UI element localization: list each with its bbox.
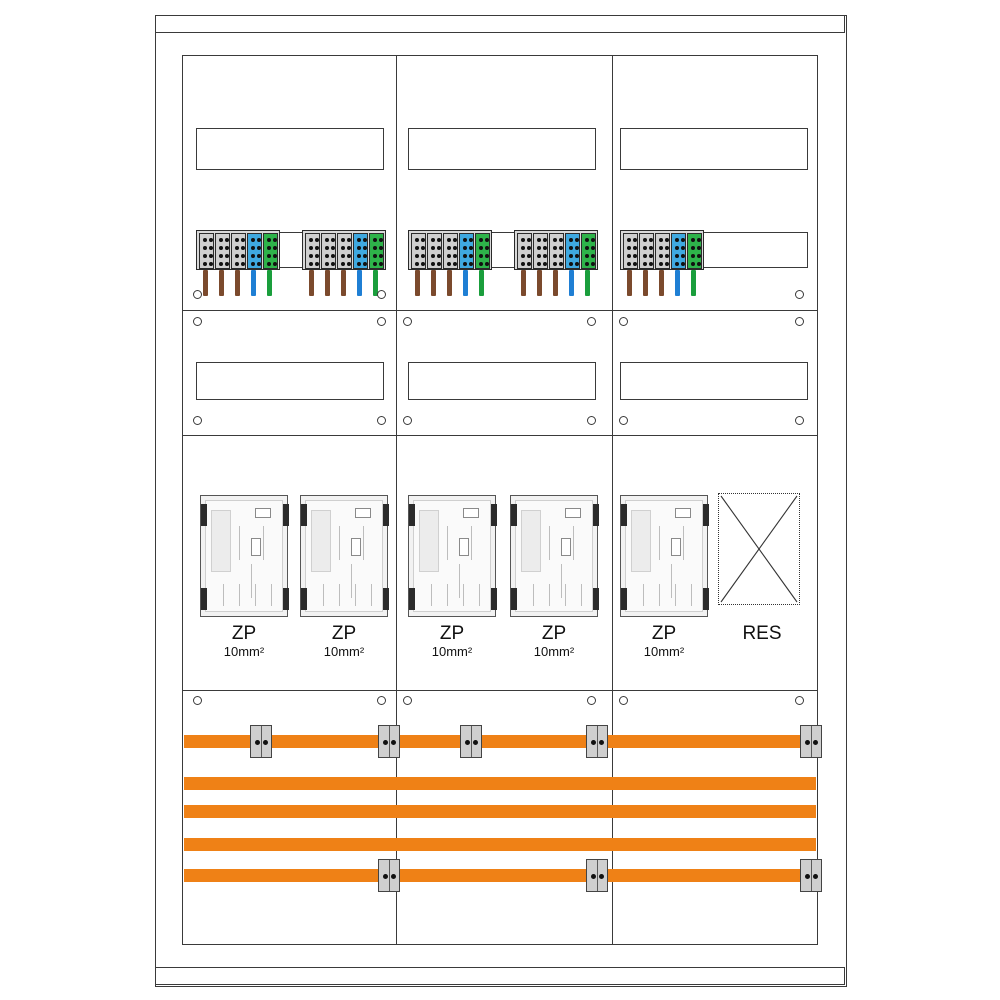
terminal-wire: [309, 270, 314, 296]
terminal-wire: [431, 270, 436, 296]
terminal-pole: [549, 233, 564, 269]
screw: [193, 317, 202, 326]
cabinet-bottom-rail: [155, 967, 845, 985]
terminal-pole: [199, 233, 214, 269]
terminal-wire: [643, 270, 648, 296]
terminal-wire: [267, 270, 272, 296]
terminal-pole: [671, 233, 686, 269]
terminal-wire: [585, 270, 590, 296]
terminal-pole: [687, 233, 702, 269]
terminal-wire: [447, 270, 452, 296]
terminal-block[interactable]: [408, 230, 492, 270]
terminal-wire: [659, 270, 664, 296]
reserve-field[interactable]: [718, 493, 800, 605]
meter-label-text: ZP: [231, 623, 257, 644]
screw: [193, 696, 202, 705]
meter-device[interactable]: [300, 495, 388, 617]
terminal-wire: [479, 270, 484, 296]
terminal-pole: [231, 233, 246, 269]
busbar-clamp[interactable]: [800, 725, 822, 758]
terminal-block[interactable]: [302, 230, 386, 270]
label-field-top-3[interactable]: [620, 128, 808, 170]
terminal-pole: [533, 233, 548, 269]
column-separator-1: [396, 55, 397, 435]
meter-label: [188, 623, 300, 659]
busbar[interactable]: [184, 805, 816, 818]
terminal-pole: [459, 233, 474, 269]
terminal-pole: [337, 233, 352, 269]
screw: [619, 317, 628, 326]
screw: [193, 290, 202, 299]
terminal-pole: [353, 233, 368, 269]
terminal-pole: [411, 233, 426, 269]
screw: [193, 416, 202, 425]
meter-device[interactable]: [510, 495, 598, 617]
screw: [587, 416, 596, 425]
terminal-wire: [235, 270, 240, 296]
busbar[interactable]: [184, 869, 816, 882]
terminal-wire: [537, 270, 542, 296]
terminal-pole: [369, 233, 384, 269]
meter-label: [396, 623, 508, 659]
busbar-clamp[interactable]: [800, 859, 822, 892]
screw: [795, 317, 804, 326]
terminal-pole: [623, 233, 638, 269]
busbar-clamp[interactable]: [378, 859, 400, 892]
terminal-wire: [415, 270, 420, 296]
meter-label-text: ZP: [541, 623, 567, 644]
busbar-clamp[interactable]: [586, 859, 608, 892]
label-field-middle-2[interactable]: [408, 362, 596, 400]
meter-label-text: ZP: [651, 623, 677, 644]
terminal-pole: [247, 233, 262, 269]
screw: [587, 317, 596, 326]
terminal-wire: [251, 270, 256, 296]
cabinet-top-rail: [155, 15, 845, 33]
meter-device[interactable]: [408, 495, 496, 617]
label-field-top-1[interactable]: [196, 128, 384, 170]
screw: [403, 416, 412, 425]
terminal-wire: [521, 270, 526, 296]
terminal-pole: [305, 233, 320, 269]
label-field-middle-1[interactable]: [196, 362, 384, 400]
terminal-wire: [203, 270, 208, 296]
terminal-pole: [639, 233, 654, 269]
screw: [619, 696, 628, 705]
label-field-top-2[interactable]: [408, 128, 596, 170]
screw: [587, 696, 596, 705]
meter-sublabel-text: 10mm²: [533, 644, 575, 659]
busbar[interactable]: [184, 777, 816, 790]
terminal-wire: [219, 270, 224, 296]
terminal-pole: [443, 233, 458, 269]
screw: [795, 696, 804, 705]
label-field-middle-3[interactable]: [620, 362, 808, 400]
meter-label: [288, 623, 400, 659]
meter-label: [706, 623, 818, 644]
screw: [795, 290, 804, 299]
busbar-clamp[interactable]: [250, 725, 272, 758]
screw: [403, 317, 412, 326]
terminal-pole: [427, 233, 442, 269]
terminal-pole: [581, 233, 596, 269]
terminal-wire: [691, 270, 696, 296]
screw: [403, 696, 412, 705]
terminal-wire: [325, 270, 330, 296]
meter-sublabel-text: 10mm²: [223, 644, 265, 659]
terminal-wire: [463, 270, 468, 296]
terminal-pole: [263, 233, 278, 269]
row-separator-1: [182, 310, 818, 311]
terminal-pole: [655, 233, 670, 269]
terminal-wire: [569, 270, 574, 296]
screw: [795, 416, 804, 425]
terminal-pole: [215, 233, 230, 269]
meter-sublabel-text: 10mm²: [323, 644, 365, 659]
meter-device[interactable]: [200, 495, 288, 617]
meter-label-text: RES: [742, 623, 782, 644]
meter-sublabel-text: 10mm²: [431, 644, 473, 659]
terminal-block[interactable]: [620, 230, 704, 270]
terminal-pole: [517, 233, 532, 269]
busbar-clamp[interactable]: [586, 725, 608, 758]
busbar-clamp[interactable]: [378, 725, 400, 758]
terminal-wire: [553, 270, 558, 296]
meter-sublabel-text: 10mm²: [643, 644, 685, 659]
busbar[interactable]: [184, 735, 816, 748]
busbar-clamp[interactable]: [460, 725, 482, 758]
busbar[interactable]: [184, 838, 816, 851]
terminal-wire: [675, 270, 680, 296]
column-separator-2: [612, 55, 613, 435]
terminal-pole: [565, 233, 580, 269]
meter-label: [498, 623, 610, 659]
meter-label-text: ZP: [439, 623, 465, 644]
row-separator-3: [182, 690, 818, 691]
screw: [377, 416, 386, 425]
screw: [377, 696, 386, 705]
terminal-pole: [475, 233, 490, 269]
terminal-block[interactable]: [514, 230, 598, 270]
meter-device[interactable]: [620, 495, 708, 617]
terminal-wire: [341, 270, 346, 296]
row-separator-2: [182, 435, 818, 436]
meter-label: [608, 623, 720, 659]
terminal-wire: [627, 270, 632, 296]
terminal-block[interactable]: [196, 230, 280, 270]
screw: [377, 290, 386, 299]
terminal-wire: [357, 270, 362, 296]
meter-label-text: ZP: [331, 623, 357, 644]
terminal-pole: [321, 233, 336, 269]
screw: [377, 317, 386, 326]
screw: [619, 416, 628, 425]
